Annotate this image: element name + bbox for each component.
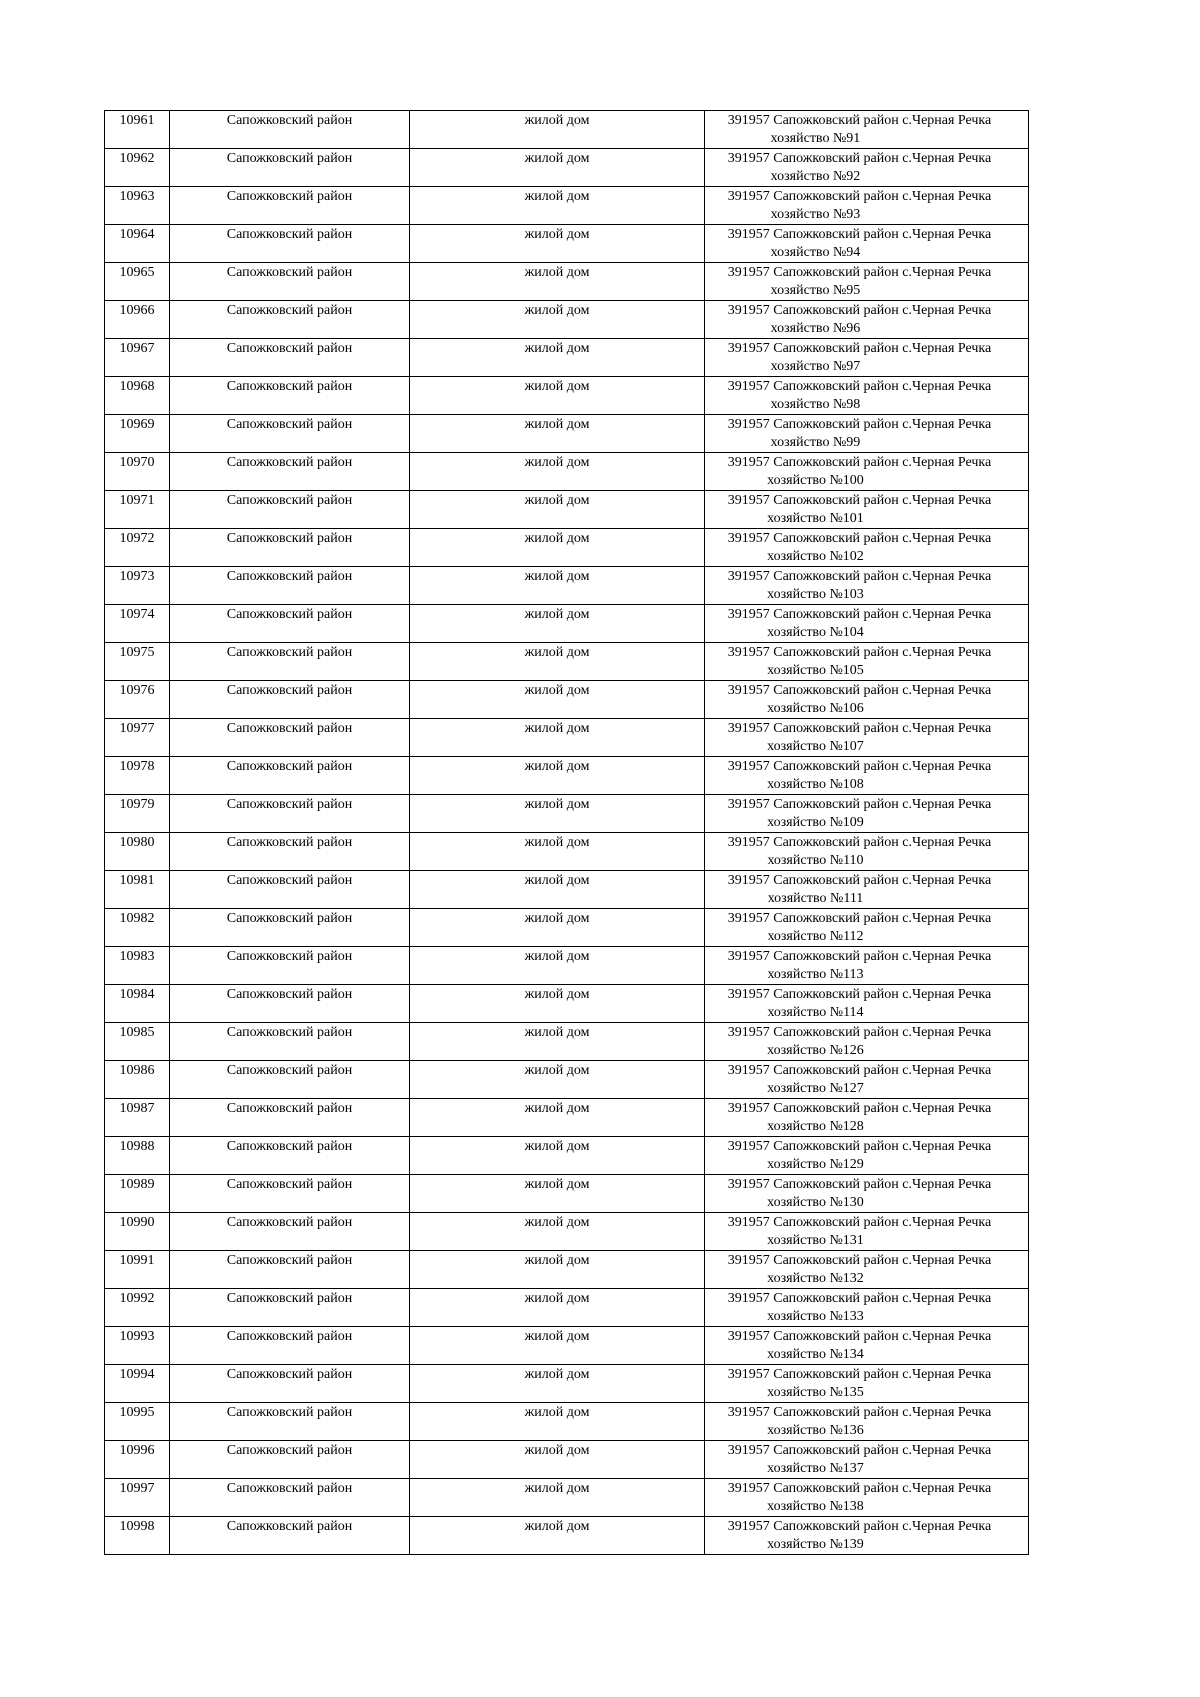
address-line-2: хозяйство №92: [770, 169, 861, 184]
cell-record-number: 10961: [105, 111, 170, 149]
address-line-1: 391957 Сапожковский район с.Черная Речка: [727, 835, 992, 850]
cell-address: [705, 377, 1029, 415]
table-row: [105, 1213, 1029, 1251]
cell-record-number: 10970: [105, 453, 170, 491]
table-row: [105, 111, 1029, 149]
address-line-1: 391957 Сапожковский район с.Черная Речка: [727, 1101, 992, 1116]
cell-district: Сапожковский район: [170, 643, 410, 681]
address-line-1: 391957 Сапожковский район с.Черная Речка: [727, 1519, 992, 1534]
cell-object-type: жилой дом: [410, 605, 705, 643]
cell-record-number: 10997: [105, 1479, 170, 1517]
address-line-2: хозяйство №93: [770, 207, 861, 222]
cell-district: Сапожковский район: [170, 1175, 410, 1213]
address-line-1: 391957 Сапожковский район с.Черная Речка: [727, 227, 992, 242]
cell-record-number: 10978: [105, 757, 170, 795]
cell-district: Сапожковский район: [170, 149, 410, 187]
address-line-2: хозяйство №126: [767, 1043, 864, 1058]
cell-record-number: 10962: [105, 149, 170, 187]
cell-address: [705, 415, 1029, 453]
cell-district: Сапожковский район: [170, 1365, 410, 1403]
cell-object-type: жилой дом: [410, 833, 705, 871]
cell-address: [705, 909, 1029, 947]
address-line-1: 391957 Сапожковский район с.Черная Речка: [727, 417, 992, 432]
cell-address: [705, 1213, 1029, 1251]
cell-district: Сапожковский район: [170, 1327, 410, 1365]
cell-record-number: 10977: [105, 719, 170, 757]
address-line-2: хозяйство №94: [770, 245, 861, 260]
cell-record-number: 10969: [105, 415, 170, 453]
address-line-1: 391957 Сапожковский район с.Черная Речка: [727, 1215, 992, 1230]
table-row: [105, 1099, 1029, 1137]
table-row: [105, 795, 1029, 833]
cell-object-type: жилой дом: [410, 1441, 705, 1479]
cell-district: Сапожковский район: [170, 719, 410, 757]
cell-district: Сапожковский район: [170, 567, 410, 605]
cell-object-type: жилой дом: [410, 225, 705, 263]
table-row: [105, 415, 1029, 453]
address-line-2: хозяйство №135: [767, 1385, 864, 1400]
table-row: [105, 757, 1029, 795]
address-line-1: 391957 Сапожковский район с.Черная Речка: [727, 1253, 992, 1268]
address-line-1: 391957 Сапожковский район с.Черная Речка: [727, 797, 992, 812]
cell-district: Сапожковский район: [170, 605, 410, 643]
cell-address: [705, 453, 1029, 491]
cell-district: Сапожковский район: [170, 1479, 410, 1517]
address-line-1: 391957 Сапожковский район с.Черная Речка: [727, 1481, 992, 1496]
cell-record-number: 10995: [105, 1403, 170, 1441]
cell-district: Сапожковский район: [170, 491, 410, 529]
address-line-2: хозяйство №105: [767, 663, 864, 678]
table-row: [105, 225, 1029, 263]
cell-address: [705, 795, 1029, 833]
address-line-1: 391957 Сапожковский район с.Черная Речка: [727, 1177, 992, 1192]
table-row: [105, 833, 1029, 871]
cell-object-type: жилой дом: [410, 681, 705, 719]
address-line-2: хозяйство №97: [770, 359, 861, 374]
cell-object-type: жилой дом: [410, 1251, 705, 1289]
cell-address: [705, 643, 1029, 681]
cell-address: [705, 681, 1029, 719]
table-row: [105, 1403, 1029, 1441]
cell-district: Сапожковский район: [170, 1403, 410, 1441]
cell-address: [705, 263, 1029, 301]
cell-district: Сапожковский район: [170, 529, 410, 567]
address-line-1: 391957 Сапожковский район с.Черная Речка: [727, 1443, 992, 1458]
cell-object-type: жилой дом: [410, 1061, 705, 1099]
table-row: [105, 339, 1029, 377]
cell-district: Сапожковский район: [170, 1289, 410, 1327]
cell-object-type: жилой дом: [410, 1175, 705, 1213]
cell-record-number: 10987: [105, 1099, 170, 1137]
address-line-2: хозяйство №95: [770, 283, 861, 298]
cell-record-number: 10973: [105, 567, 170, 605]
address-line-2: хозяйство №99: [770, 435, 861, 450]
cell-district: Сапожковский район: [170, 415, 410, 453]
table-row: [105, 1365, 1029, 1403]
address-line-2: хозяйство №100: [767, 473, 864, 488]
cell-district: Сапожковский район: [170, 187, 410, 225]
property-registry-table: [104, 110, 1029, 1555]
cell-object-type: жилой дом: [410, 1137, 705, 1175]
cell-record-number: 10985: [105, 1023, 170, 1061]
address-line-1: 391957 Сапожковский район с.Черная Речка: [727, 303, 992, 318]
address-line-1: 391957 Сапожковский район с.Черная Речка: [727, 189, 992, 204]
cell-record-number: 10967: [105, 339, 170, 377]
table-row: [105, 1137, 1029, 1175]
address-line-2: хозяйство №137: [767, 1461, 864, 1476]
cell-object-type: жилой дом: [410, 187, 705, 225]
cell-address: [705, 719, 1029, 757]
cell-record-number: 10974: [105, 605, 170, 643]
address-line-2: хозяйство №133: [767, 1309, 864, 1324]
address-line-1: 391957 Сапожковский район с.Черная Речка: [727, 873, 992, 888]
address-line-1: 391957 Сапожковский район с.Черная Речка: [727, 911, 992, 926]
cell-address: [705, 985, 1029, 1023]
address-line-1: 391957 Сапожковский район с.Черная Речка: [727, 759, 992, 774]
address-line-1: 391957 Сапожковский район с.Черная Речка: [727, 493, 992, 508]
cell-district: Сапожковский район: [170, 111, 410, 149]
cell-record-number: 10989: [105, 1175, 170, 1213]
address-line-2: хозяйство №131: [767, 1233, 864, 1248]
cell-address: [705, 111, 1029, 149]
table-row: [105, 871, 1029, 909]
cell-record-number: 10990: [105, 1213, 170, 1251]
cell-address: [705, 1175, 1029, 1213]
address-line-1: 391957 Сапожковский район с.Черная Речка: [727, 531, 992, 546]
cell-record-number: 10981: [105, 871, 170, 909]
address-line-1: 391957 Сапожковский район с.Черная Речка: [727, 151, 992, 166]
cell-address: [705, 149, 1029, 187]
address-line-1: 391957 Сапожковский район с.Черная Речка: [727, 1329, 992, 1344]
address-line-2: хозяйство №132: [767, 1271, 864, 1286]
table-row: [105, 681, 1029, 719]
table-row: [105, 1517, 1029, 1555]
table-row: [105, 719, 1029, 757]
cell-record-number: 10980: [105, 833, 170, 871]
cell-object-type: жилой дом: [410, 263, 705, 301]
table-row: [105, 643, 1029, 681]
cell-object-type: жилой дом: [410, 453, 705, 491]
cell-address: [705, 225, 1029, 263]
cell-object-type: жилой дом: [410, 1023, 705, 1061]
cell-address: [705, 1365, 1029, 1403]
address-line-1: 391957 Сапожковский район с.Черная Речка: [727, 569, 992, 584]
table-row: [105, 301, 1029, 339]
address-line-2: хозяйство №139: [767, 1537, 864, 1552]
table-row: [105, 567, 1029, 605]
cell-object-type: жилой дом: [410, 1403, 705, 1441]
cell-district: Сапожковский район: [170, 681, 410, 719]
address-line-2: хозяйство №130: [767, 1195, 864, 1210]
cell-object-type: жилой дом: [410, 567, 705, 605]
cell-record-number: 10976: [105, 681, 170, 719]
address-line-2: хозяйство №102: [767, 549, 864, 564]
cell-district: Сапожковский район: [170, 377, 410, 415]
table-row: [105, 491, 1029, 529]
cell-object-type: жилой дом: [410, 1099, 705, 1137]
table-row: [105, 909, 1029, 947]
address-line-2: хозяйство №103: [767, 587, 864, 602]
cell-district: Сапожковский район: [170, 871, 410, 909]
address-line-1: 391957 Сапожковский район с.Черная Речка: [727, 455, 992, 470]
cell-object-type: жилой дом: [410, 377, 705, 415]
cell-object-type: жилой дом: [410, 1517, 705, 1555]
cell-district: Сапожковский район: [170, 1213, 410, 1251]
cell-address: [705, 529, 1029, 567]
address-line-2: хозяйство №138: [767, 1499, 864, 1514]
table-row: [105, 263, 1029, 301]
cell-object-type: жилой дом: [410, 529, 705, 567]
table-row: [105, 1327, 1029, 1365]
cell-object-type: жилой дом: [410, 415, 705, 453]
address-line-1: 391957 Сапожковский район с.Черная Речка: [727, 1063, 992, 1078]
cell-district: Сапожковский район: [170, 757, 410, 795]
cell-district: Сапожковский район: [170, 1099, 410, 1137]
address-line-1: 391957 Сапожковский район с.Черная Речка: [727, 113, 992, 128]
address-line-2: хозяйство №96: [770, 321, 861, 336]
cell-object-type: жилой дом: [410, 111, 705, 149]
table-row: [105, 1441, 1029, 1479]
cell-object-type: жилой дом: [410, 947, 705, 985]
address-line-1: 391957 Сапожковский район с.Черная Речка: [727, 949, 992, 964]
cell-address: [705, 1137, 1029, 1175]
address-line-2: хозяйство №111: [767, 891, 864, 906]
address-line-1: 391957 Сапожковский район с.Черная Речка: [727, 721, 992, 736]
address-line-1: 391957 Сапожковский район с.Черная Речка: [727, 645, 992, 660]
table-row: [105, 187, 1029, 225]
cell-record-number: 10998: [105, 1517, 170, 1555]
cell-record-number: 10963: [105, 187, 170, 225]
address-line-2: хозяйство №134: [767, 1347, 864, 1362]
cell-record-number: 10964: [105, 225, 170, 263]
cell-record-number: 10968: [105, 377, 170, 415]
cell-address: [705, 567, 1029, 605]
cell-record-number: 10986: [105, 1061, 170, 1099]
cell-record-number: 10983: [105, 947, 170, 985]
cell-address: [705, 1403, 1029, 1441]
cell-district: Сапожковский район: [170, 947, 410, 985]
address-line-2: хозяйство №91: [770, 131, 861, 146]
cell-address: [705, 301, 1029, 339]
cell-district: Сапожковский район: [170, 833, 410, 871]
address-line-1: 391957 Сапожковский район с.Черная Речка: [727, 379, 992, 394]
table-row: [105, 149, 1029, 187]
cell-object-type: жилой дом: [410, 1479, 705, 1517]
cell-district: Сапожковский район: [170, 985, 410, 1023]
cell-district: Сапожковский район: [170, 339, 410, 377]
cell-address: [705, 491, 1029, 529]
cell-address: [705, 1517, 1029, 1555]
address-line-2: хозяйство №110: [767, 853, 864, 868]
address-line-1: 391957 Сапожковский район с.Черная Речка: [727, 683, 992, 698]
cell-address: [705, 1023, 1029, 1061]
cell-object-type: жилой дом: [410, 643, 705, 681]
cell-record-number: 10975: [105, 643, 170, 681]
cell-record-number: 10996: [105, 1441, 170, 1479]
address-line-2: хозяйство №114: [767, 1005, 864, 1020]
address-line-2: хозяйство №112: [767, 929, 864, 944]
cell-record-number: 10988: [105, 1137, 170, 1175]
cell-object-type: жилой дом: [410, 795, 705, 833]
cell-district: Сапожковский район: [170, 1441, 410, 1479]
cell-district: Сапожковский район: [170, 1517, 410, 1555]
cell-address: [705, 605, 1029, 643]
address-line-2: хозяйство №136: [767, 1423, 864, 1438]
cell-address: [705, 947, 1029, 985]
address-line-2: хозяйство №127: [767, 1081, 864, 1096]
address-line-1: 391957 Сапожковский район с.Черная Речка: [727, 987, 992, 1002]
cell-record-number: 10994: [105, 1365, 170, 1403]
cell-object-type: жилой дом: [410, 149, 705, 187]
cell-record-number: 10993: [105, 1327, 170, 1365]
table-row: [105, 1061, 1029, 1099]
address-line-1: 391957 Сапожковский район с.Черная Речка: [727, 1139, 992, 1154]
address-line-2: хозяйство №113: [767, 967, 864, 982]
address-line-1: 391957 Сапожковский район с.Черная Речка: [727, 341, 992, 356]
table-row: [105, 1479, 1029, 1517]
cell-district: Сапожковский район: [170, 1023, 410, 1061]
cell-address: [705, 339, 1029, 377]
address-line-1: 391957 Сапожковский район с.Черная Речка: [727, 1405, 992, 1420]
address-line-1: 391957 Сапожковский район с.Черная Речка: [727, 1291, 992, 1306]
cell-address: [705, 1251, 1029, 1289]
cell-record-number: 10992: [105, 1289, 170, 1327]
table-row: [105, 985, 1029, 1023]
address-line-2: хозяйство №107: [767, 739, 864, 754]
cell-district: Сапожковский район: [170, 795, 410, 833]
cell-address: [705, 871, 1029, 909]
cell-address: [705, 1289, 1029, 1327]
cell-record-number: 10971: [105, 491, 170, 529]
cell-address: [705, 1479, 1029, 1517]
table-row: [105, 377, 1029, 415]
cell-record-number: 10991: [105, 1251, 170, 1289]
cell-district: Сапожковский район: [170, 1061, 410, 1099]
table-row: [105, 1251, 1029, 1289]
address-line-2: хозяйство №98: [770, 397, 861, 412]
table-row: [105, 1289, 1029, 1327]
cell-district: Сапожковский район: [170, 453, 410, 491]
cell-object-type: жилой дом: [410, 871, 705, 909]
cell-object-type: жилой дом: [410, 985, 705, 1023]
address-line-2: хозяйство №129: [767, 1157, 864, 1172]
cell-object-type: жилой дом: [410, 491, 705, 529]
address-line-1: 391957 Сапожковский район с.Черная Речка: [727, 607, 992, 622]
cell-address: [705, 1441, 1029, 1479]
address-line-1: 391957 Сапожковский район с.Черная Речка: [727, 1367, 992, 1382]
cell-district: Сапожковский район: [170, 301, 410, 339]
cell-district: Сапожковский район: [170, 1251, 410, 1289]
cell-record-number: 10965: [105, 263, 170, 301]
cell-address: [705, 1099, 1029, 1137]
cell-record-number: 10984: [105, 985, 170, 1023]
address-line-2: хозяйство №108: [767, 777, 864, 792]
table-row: [105, 1175, 1029, 1213]
cell-object-type: жилой дом: [410, 339, 705, 377]
cell-object-type: жилой дом: [410, 1327, 705, 1365]
cell-address: [705, 1327, 1029, 1365]
cell-district: Сапожковский район: [170, 1137, 410, 1175]
cell-record-number: 10972: [105, 529, 170, 567]
cell-address: [705, 833, 1029, 871]
cell-record-number: 10982: [105, 909, 170, 947]
cell-object-type: жилой дом: [410, 301, 705, 339]
cell-address: [705, 1061, 1029, 1099]
table-row: [105, 1023, 1029, 1061]
cell-object-type: жилой дом: [410, 1365, 705, 1403]
address-line-2: хозяйство №109: [767, 815, 864, 830]
address-line-1: 391957 Сапожковский район с.Черная Речка: [727, 265, 992, 280]
cell-district: Сапожковский район: [170, 225, 410, 263]
address-line-1: 391957 Сапожковский район с.Черная Речка: [727, 1025, 992, 1040]
table-row: [105, 529, 1029, 567]
cell-object-type: жилой дом: [410, 1289, 705, 1327]
address-line-2: хозяйство №106: [767, 701, 864, 716]
cell-object-type: жилой дом: [410, 757, 705, 795]
address-line-2: хозяйство №128: [767, 1119, 864, 1134]
cell-address: [705, 187, 1029, 225]
cell-district: Сапожковский район: [170, 263, 410, 301]
address-line-2: хозяйство №101: [767, 511, 864, 526]
cell-record-number: 10979: [105, 795, 170, 833]
cell-object-type: жилой дом: [410, 909, 705, 947]
cell-object-type: жилой дом: [410, 1213, 705, 1251]
address-line-2: хозяйство №104: [767, 625, 864, 640]
cell-object-type: жилой дом: [410, 719, 705, 757]
table-row: [105, 605, 1029, 643]
table-row: [105, 453, 1029, 491]
cell-record-number: 10966: [105, 301, 170, 339]
cell-address: [705, 757, 1029, 795]
registry-table-body: [105, 111, 1029, 1555]
cell-district: Сапожковский район: [170, 909, 410, 947]
table-row: [105, 947, 1029, 985]
